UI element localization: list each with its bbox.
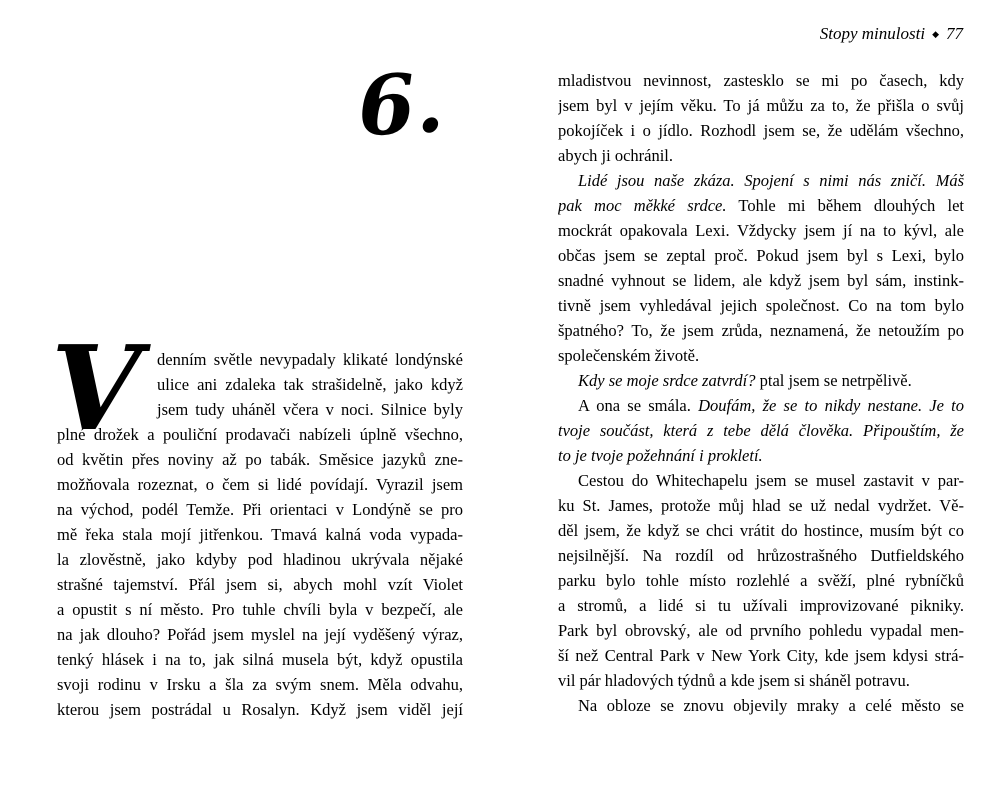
text-segment: tenký hlásek i na to, jak silná musela být, když opustila (57, 650, 463, 669)
text-segment: nejsilnější. Na rozdíl od hrůzostrašného Dutfieldského (558, 546, 964, 565)
text-line (558, 93, 964, 118)
text-line (558, 593, 964, 618)
text-segment: vil pár hladových týdnů a kde jsem si sháněl potravu. (558, 671, 910, 690)
running-header (558, 24, 963, 44)
italic-text-segment: to je tvoje požehnání i prokletí. (558, 446, 763, 465)
text-line (558, 368, 964, 393)
text-line (558, 443, 964, 468)
text-line (57, 597, 463, 622)
text-segment: možňovala rozeznat, o čem si lidé povídají. Vyrazil jsem (57, 475, 463, 494)
text-segment: jsem tudy uháněl včera v noci. Silnice byly (157, 400, 463, 419)
text-line (558, 168, 964, 193)
italic-text-segment: pak moc měkké srdce. (558, 196, 727, 215)
text-segment: jsem byl v jejím věku. To já můžu za to, že přišla o svůj (558, 96, 964, 115)
text-line (558, 243, 964, 268)
text-line (558, 543, 964, 568)
text-line (57, 497, 463, 522)
text-segment: strašné tajemství. Přál jsem si, abych mohl vzít Violet (57, 575, 463, 594)
text-line (558, 268, 964, 293)
text-segment: abych ji ochránil. (558, 146, 674, 165)
text-segment: plné drožek a pouliční prodavači nabízeli úplně všechno, (57, 425, 463, 444)
right-column (558, 68, 964, 718)
drop-cap: V (51, 321, 142, 457)
text-line (558, 218, 964, 243)
text-segment: na jak dlouho? Pořád jsem myslel na její vyděšený výraz, (57, 625, 463, 644)
text-segment: svoji rodinu v Irsku a šla za svým snem. Měla odvahu, (57, 675, 463, 694)
italic-text-segment: tvoje součást, která z tebe dělá člověka. Připouštím, že (558, 421, 964, 440)
text-segment: ulice ani zdaleka tak strašidelně, jako když (157, 375, 463, 394)
text-line (558, 693, 964, 718)
text-segment: Cestou do Whitechapelu jsem se musel zastavit v par- (578, 471, 964, 490)
text-line (558, 343, 964, 368)
text-segment: od květin přes noviny až po tabák. Směsice jazyků zne- (57, 450, 463, 469)
text-segment: ku St. James, protože můj hlad se už nedal vydržet. Vě- (558, 496, 964, 515)
text-line (558, 143, 964, 168)
text-line (57, 522, 463, 547)
text-segment: děl jsem, že když se chci vrátit do hostince, musím být co (558, 521, 964, 540)
text-segment: mě řeka stala mojí jitřenkou. Tmavá kalná voda vypada- (57, 525, 463, 544)
text-segment: mockrát opakovala Lexi. Vždycky jsem jí na to kývl, ale (558, 221, 964, 240)
text-line (558, 318, 964, 343)
right-column-text (558, 68, 964, 718)
text-segment: mladistvou nevinnost, zastesklo se mi po časech, kdy (558, 71, 964, 90)
page-number: 77 (946, 24, 963, 43)
diamond-icon: ◆ (932, 30, 939, 40)
text-segment: snadné vyhnout se lidem, ale když jsem byl sám, instink- (558, 271, 964, 290)
text-segment: špatného? To, že jsem zrůda, neznamená, že netoužím po (558, 321, 964, 340)
text-segment: A ona se smála. (578, 396, 699, 415)
text-line (558, 618, 964, 643)
text-line (558, 293, 964, 318)
text-segment: denním světle nevypadaly klikaté londýnské (157, 350, 463, 369)
text-line (558, 643, 964, 668)
text-line (558, 468, 964, 493)
text-line (558, 193, 964, 218)
text-line (57, 572, 463, 597)
text-line (57, 622, 463, 647)
text-line (558, 68, 964, 93)
text-segment: kterou jsem postrádal u Rosalyn. Když jsem viděl její (57, 700, 463, 719)
text-line (558, 493, 964, 518)
text-segment: společenském životě. (558, 346, 700, 365)
left-column (51, 321, 463, 722)
text-line (57, 647, 463, 672)
text-line (57, 547, 463, 572)
text-line (57, 697, 463, 722)
italic-text-segment: Doufám, že se to nikdy nestane. Je to (698, 396, 964, 415)
text-segment: občas jsem se zeptal proč. Pokud jsem byl s Lexi, bylo (558, 246, 964, 265)
text-line (558, 668, 964, 693)
text-segment: la zlověstně, jako kdyby pod hladinou ukrývala nějaké (57, 550, 463, 569)
text-line (558, 118, 964, 143)
text-line (57, 672, 463, 697)
text-line (558, 568, 964, 593)
text-line (558, 393, 964, 418)
text-segment: ší než Central Park v New York City, kde jsem kdysi strá- (558, 646, 964, 665)
text-segment: tivně jsem vyhledával jejich společnost. Co na tom bylo (558, 296, 964, 315)
text-line (558, 418, 964, 443)
text-segment: Tohle mi během dlouhých let (726, 196, 964, 215)
text-segment: pokojíček i o jídlo. Rozhodl jsem se, že udělám všechno, (558, 121, 964, 140)
italic-text-segment: Lidé jsou naše zkáza. Spojení s nimi nás zničí. Máš (578, 171, 964, 190)
chapter-number: 6. (355, 54, 447, 156)
italic-text-segment: Kdy se moje srdce zatvrdí? (578, 371, 756, 390)
text-segment: a opustit s ní město. Pro tuhle chvíli byla v bezpečí, ale (57, 600, 463, 619)
text-segment: ptal jsem se netrpělivě. (755, 371, 912, 390)
text-segment: parku bylo tohle místo rozlehlé a svěží, plné rybníčků (558, 571, 964, 590)
text-line (558, 518, 964, 543)
text-segment: Park byl obrovský, ale od prvního pohledu vypadal men- (558, 621, 964, 640)
header-title: Stopy minulosti (819, 24, 926, 43)
text-segment: na východ, podél Temže. Při orientaci v Londýně se pro (57, 500, 463, 519)
text-line (57, 472, 463, 497)
text-segment: a stromů, a lidé si tu užívali improvizované pikniky. (558, 596, 964, 615)
text-segment: Na obloze se znovu objevily mraky a celé město se (578, 696, 964, 715)
